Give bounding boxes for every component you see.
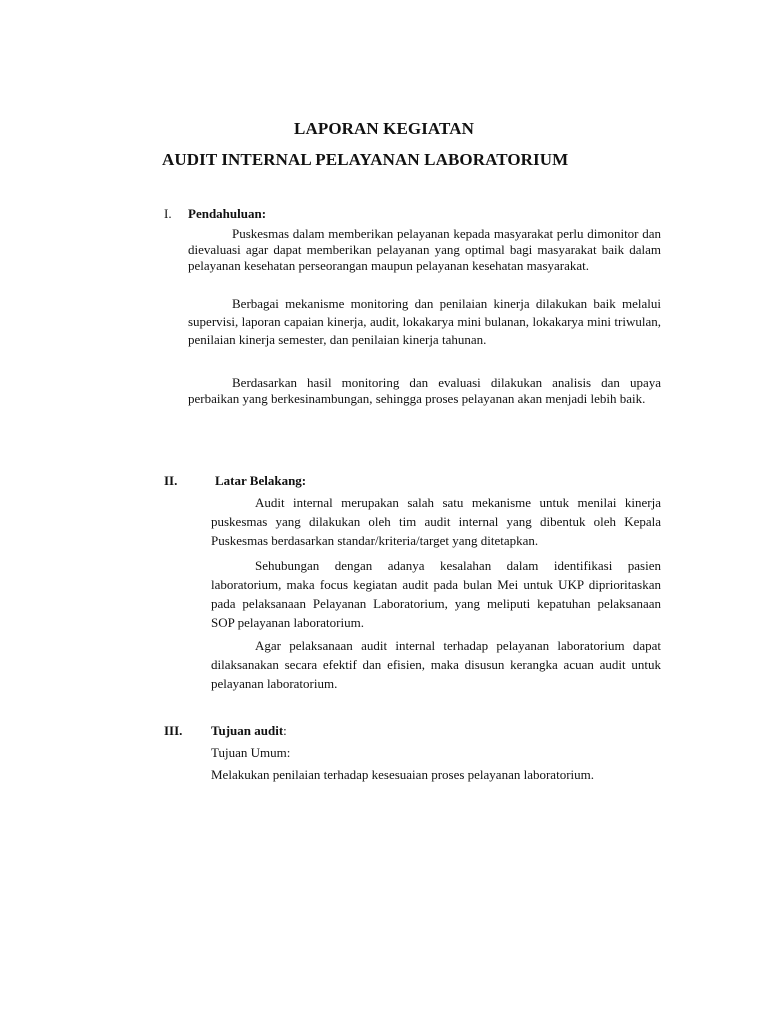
section-1-paragraph-2: Berbagai mekanisme monitoring dan penilaian kinerja dilakukan baik melalui supervisi, laporan capaian kinerja, audit, lokakarya mini bulanan, lokakarya mini triwulan, penilaian kinerja semester, dan penilaian kinerja tahunan. bbox=[188, 296, 661, 347]
section-3-heading-colon: : bbox=[283, 723, 287, 738]
section-2-heading: Latar Belakang: bbox=[215, 473, 307, 488]
document-title-line1: LAPORAN KEGIATAN bbox=[294, 119, 474, 138]
section-2-paragraph-2: Sehubungan dengan adanya kesalahan dalam identifikasi pasien laboratorium, maka focus kegiatan audit pada bulan Mei untuk UKP diprioritaskan pada pelaksanaan Pelayanan Laboratorium, yang meliputi kepatuhan pelaksanaan SOP pelayanan laboratorium. bbox=[211, 558, 661, 630]
section-3-heading bbox=[211, 723, 287, 739]
section-2-paragraph-3: Agar pelaksanaan audit internal terhadap pelayanan laboratorium dapat dilaksanakan secara efektif dan efisien, maka disusun kerangka acuan audit untuk pelayanan laboratorium. bbox=[211, 638, 661, 691]
section-1-heading: Pendahuluan: bbox=[188, 206, 267, 221]
section-1-number: I. bbox=[164, 206, 172, 221]
section-1-paragraph-3: Berdasarkan hasil monitoring dan evaluasi dilakukan analisis dan upaya perbaikan yang berkesinambungan, sehingga proses pelayanan akan menjadi lebih baik. bbox=[188, 375, 661, 406]
section-2-number: II. bbox=[164, 473, 178, 488]
section-1-paragraph-1: Puskesmas dalam memberikan pelayanan kepada masyarakat perlu dimonitor dan dievaluasi agar dapat memberikan pelayanan yang optimal bagi masyarakat baik dalam pelayanan kesehatan perseorangan maupun pelayanan kesehatan masyarakat. bbox=[188, 226, 661, 273]
section-3-heading-text: Tujuan audit bbox=[211, 723, 284, 738]
section-3-number: III. bbox=[164, 723, 183, 738]
document-title-line2: AUDIT INTERNAL PELAYANAN LABORATORIUM bbox=[162, 150, 569, 169]
section-3-line-2: Melakukan penilaian terhadap kesesuaian proses pelayanan laboratorium. bbox=[211, 767, 594, 782]
section-3-line-1: Tujuan Umum: bbox=[211, 745, 291, 760]
section-2-paragraph-1: Audit internal merupakan salah satu mekanisme untuk menilai kinerja puskesmas yang dilakukan oleh tim audit internal yang dibentuk oleh Kepala Puskesmas berdasarkan standar/kriteria/target yang ditetapkan. bbox=[211, 495, 661, 548]
